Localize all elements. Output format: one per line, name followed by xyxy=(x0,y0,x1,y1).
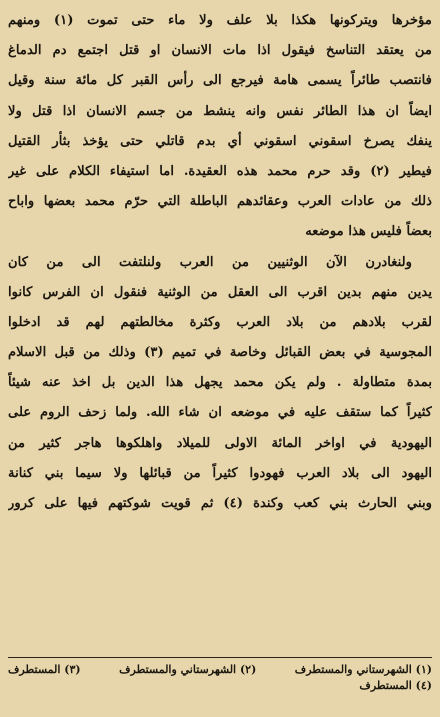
footnote-2: (٢) الشهرستاني والمستطرف xyxy=(119,663,257,676)
footnotes xyxy=(8,662,432,694)
body-text xyxy=(8,6,432,519)
footnote-1: (١) الشهرستاني والمستطرف xyxy=(294,663,432,676)
text-line: لقرب بلادهم من بلاد العرب وكثرة مخالطتهم لهم قد ادخلوا xyxy=(8,314,432,330)
text-line: اليهود الى بلاد العرب فهودوا كثيراً من قبائلها ولا سيما بني كنانة xyxy=(8,465,432,481)
text-line: فانتصب طائراً يسمى هامة فيرجع الى رأس القبر كل مائة سنة وقيل xyxy=(8,73,432,89)
footnote-3: (٣) المستطرف xyxy=(8,663,81,676)
text-line: بمدة متطاولة . ولم يكن محمد يجهل هذا الدين بل اخذ عنه شيئاً xyxy=(8,375,432,391)
text-line: مؤخرها ويتركونها هكذا بلا علف ولا ماء حتى تموت (١) ومنهم xyxy=(8,13,432,28)
footnote-divider xyxy=(8,657,432,658)
text-line: يدين منهم بدين اقرب الى العقل من الوثنية فنقول ان الفرس كانوا xyxy=(8,284,432,300)
footnote-4: (٤) المستطرف xyxy=(359,679,432,692)
text-line: ايضاً ان هذا الطائر نفس وانه ينشط من جسم الانسان اذا قتل ولا xyxy=(8,103,432,119)
text-line: ينفك يصرخ اسقوني اسقوني أي بدم قاتلي حتى يؤخذ بثأر القتيل xyxy=(8,133,432,149)
footnote-row xyxy=(8,678,432,694)
footnote-row xyxy=(8,662,432,678)
text-line: من يعتقد التناسخ فيقول اذا مات الانسان او قتل اجتمع دم الدماغ xyxy=(8,43,432,59)
text-line: وبني الحارث بني كعب وكندة (٤) ثم قويت شوكتهم فيها على كرور xyxy=(8,496,432,511)
text-line: المجوسية في بعض القبائل وخاصة في تميم (٣) وذلك من قبل الاسلام xyxy=(8,345,432,361)
text-line: ذلك من عادات العرب وعقائدهم الباطلة التي حرّم محمد بعضها واباح xyxy=(8,194,432,210)
text-line: كثيراً كما ستقف عليه في موضعه ان شاء الله. ولما زحف الروم على xyxy=(8,405,432,421)
paragraph-end-line: بعضاً فليس هذا موضعه xyxy=(305,224,432,240)
text-line: اليهودية في اواخر المائة الاولى للميلاد واهلكوها هاجر كثير من xyxy=(8,435,432,451)
paragraph-start-line: ولنغادرن الآن الوثنيين من العرب ولنلتفت الى من كان xyxy=(8,254,412,270)
text-line: فيطير (٢) وقد حرم محمد هذه العقيدة. اما استيفاء الكلام على غير xyxy=(8,163,432,179)
